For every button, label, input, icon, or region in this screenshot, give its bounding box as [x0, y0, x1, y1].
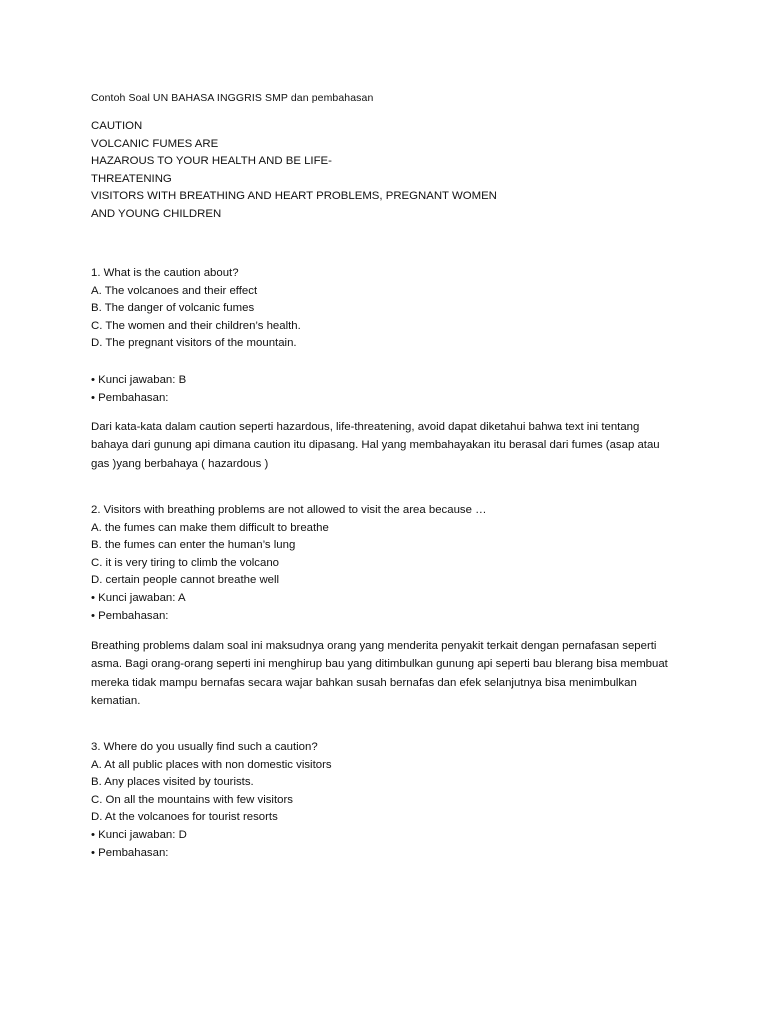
discussion-line: asma. Bagi orang-orang seperti ini menghirup bau yang ditimbulkan gunung api seperti bau blerang bisa membuat: [91, 658, 668, 671]
option-d: D. The pregnant visitors of the mountain.: [91, 337, 297, 350]
discussion-line: mereka tidak mampu bernafas secara wajar bahkan susah bernafas dan efek selanjutnya bisa menimbulkan: [91, 676, 637, 689]
question-text: 3. Where do you usually find such a caution?: [91, 741, 318, 753]
question-1-answer: [91, 372, 186, 407]
option-b: B. Any places visited by tourists.: [91, 776, 254, 789]
discussion-label: • Pembahasan:: [91, 609, 169, 622]
option-d: D. At the volcanoes for tourist resorts: [91, 811, 278, 824]
discussion-line: gas )yang berbahaya ( hazardous ): [91, 457, 269, 470]
option-c: C. On all the mountains with few visitors: [91, 793, 293, 806]
caution-line: THREATENING: [91, 172, 172, 185]
discussion-line: Breathing problems dalam soal ini maksudnya orang yang menderita penyakit terkait dengan pernafasan seperti: [91, 640, 657, 652]
option-a: A. The volcanoes and their effect: [91, 284, 258, 297]
question-1: [91, 265, 301, 353]
caution-line: AND YOUNG CHILDREN: [91, 207, 222, 220]
answer-key: • Kunci jawaban: B: [91, 374, 187, 386]
question-3: [91, 739, 332, 862]
document-title: Contoh Soal UN BAHASA INGGRIS SMP dan pembahasan: [91, 92, 374, 104]
caution-line: VOLCANIC FUMES ARE: [91, 137, 219, 150]
question-text: 1. What is the caution about?: [91, 267, 239, 279]
question-1-discussion: [91, 418, 691, 473]
option-a: A. the fumes can make them difficult to breathe: [91, 521, 329, 534]
question-2-discussion: [91, 637, 691, 710]
option-c: C. it is very tiring to climb the volcano: [91, 556, 280, 569]
caution-notice: [91, 118, 497, 224]
caution-line: HAZAROUS TO YOUR HEALTH AND BE LIFE-: [91, 155, 332, 168]
discussion-line: bahaya dari gunung api dimana caution itu dipasang. Hal yang membahayakan itu berasal dari fumes (asap atau: [91, 439, 660, 452]
answer-key: • Kunci jawaban: D: [91, 828, 187, 841]
discussion-label: • Pembahasan:: [91, 846, 169, 859]
answer-key: • Kunci jawaban: A: [91, 591, 186, 604]
option-d: D. certain people cannot breathe well: [91, 574, 280, 587]
discussion-line: kematian.: [91, 694, 141, 707]
option-b: B. The danger of volcanic fumes: [91, 302, 255, 315]
caution-line: CAUTION: [91, 120, 143, 132]
option-a: A. At all public places with non domestic visitors: [91, 758, 332, 771]
option-b: B. the fumes can enter the human’s lung: [91, 539, 296, 552]
discussion-label: • Pembahasan:: [91, 391, 169, 404]
question-text: 2. Visitors with breathing problems are not allowed to visit the area because …: [91, 504, 487, 516]
caution-line: VISITORS WITH BREATHING AND HEART PROBLEMS, PREGNANT WOMEN: [91, 190, 497, 203]
discussion-line: Dari kata-kata dalam caution seperti hazardous, life-threatening, avoid dapat diketahui bahwa text ini tentang: [91, 421, 640, 433]
question-2: [91, 502, 487, 625]
option-c: C. The women and their children’s health.: [91, 319, 301, 332]
